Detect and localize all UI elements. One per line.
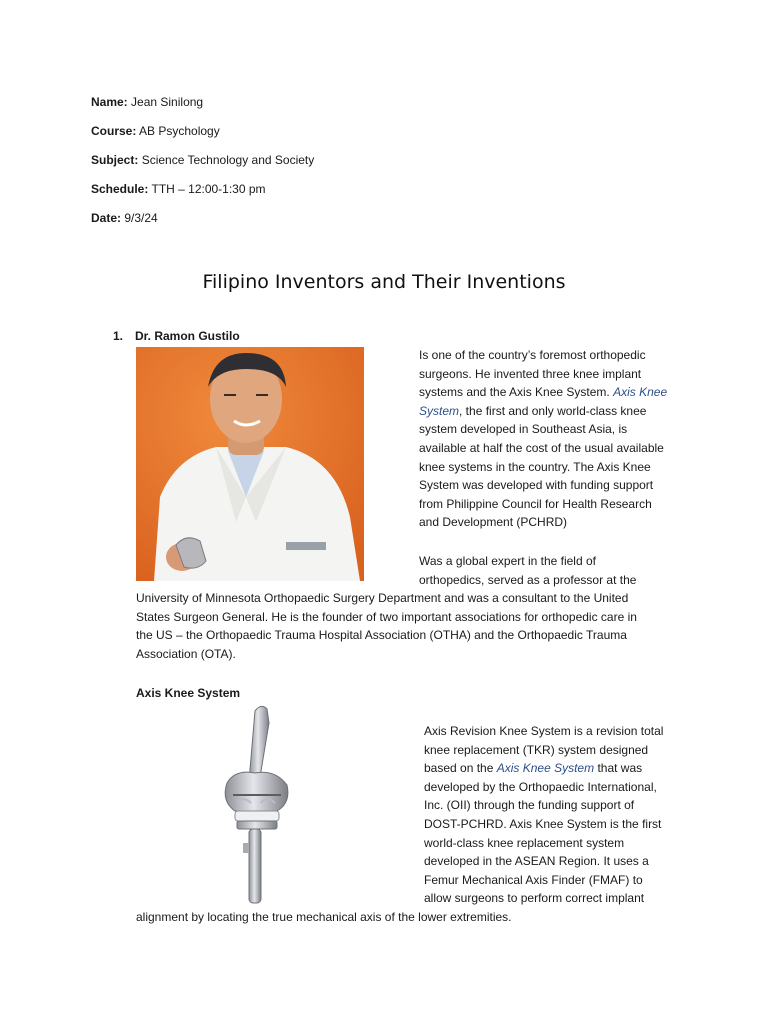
name-row: Name: Jean Sinilong <box>91 95 204 109</box>
inventor-heading <box>113 329 240 343</box>
axis-knee-link-continued[interactable]: System <box>419 403 460 418</box>
document-title: Filipino Inventors and Their Inventions <box>202 271 566 293</box>
date: 9/3/24 <box>124 211 158 225</box>
course-row: Course: AB Psychology <box>91 124 220 138</box>
inventor-paragraph-2: Was a global expert in the field of orthopedics, served as a professor at the University of Minnesota Orthopaedic Surgery Department and was a consultant to the United States Surgeon General. He is the founder of two important associations for orthopedic care in the US – the Orthopaedic Trauma Hospital Association (OTHA) and the Orthopaedic Trauma Association (OTA). <box>136 554 637 661</box>
student-info <box>91 94 314 239</box>
axis-knee-link[interactable]: Axis Knee <box>613 385 668 400</box>
subject-row: Subject: Science Technology and Society <box>91 153 315 167</box>
date-row: Date: 9/3/24 <box>91 211 158 225</box>
course: AB Psychology <box>139 124 220 138</box>
axis-knee-paragraph: Axis Revision Knee System is a revision total knee replacement (TKR) system designed based on the Axis Knee System that was developed by the Orthopaedic International, Inc. (OII) through the funding support of DOST-PCHRD. Axis Knee System is the first world-class knee replacement system developed in the ASEAN Region. It uses a Femur Mechanical Axis Finder (FMAF) to allow surgeons to perform correct implant alignment by locating the true mechanical axis of the lower extremities. <box>136 724 664 924</box>
list-number: 1. <box>113 329 124 343</box>
portrait-illustration <box>136 347 364 581</box>
schedule: TTH – 12:00-1:30 pm <box>151 182 266 196</box>
student-name: Jean Sinilong <box>131 95 204 109</box>
inventor-paragraph-1: Is one of the country’s foremost orthopedic surgeons. He invented three knee implant systems and the Axis Knee System. Axis Knee System, the first and only world-class knee system developed in Southeast Asia, is available at half the cost of the usual available knee systems in the country. The Axis Knee System was developed with funding support from Philippine Council for Health Research and Development (PCHRD) <box>419 348 668 530</box>
axis-knee-heading: Axis Knee System <box>136 686 241 700</box>
schedule-row: Schedule: TTH – 12:00-1:30 pm <box>91 182 266 196</box>
axis-knee-system-link[interactable]: Axis Knee System <box>496 761 595 776</box>
subject: Science Technology and Society <box>141 153 315 167</box>
inventor-name: Dr. Ramon Gustilo <box>135 329 240 343</box>
inventor-photo <box>136 347 364 581</box>
